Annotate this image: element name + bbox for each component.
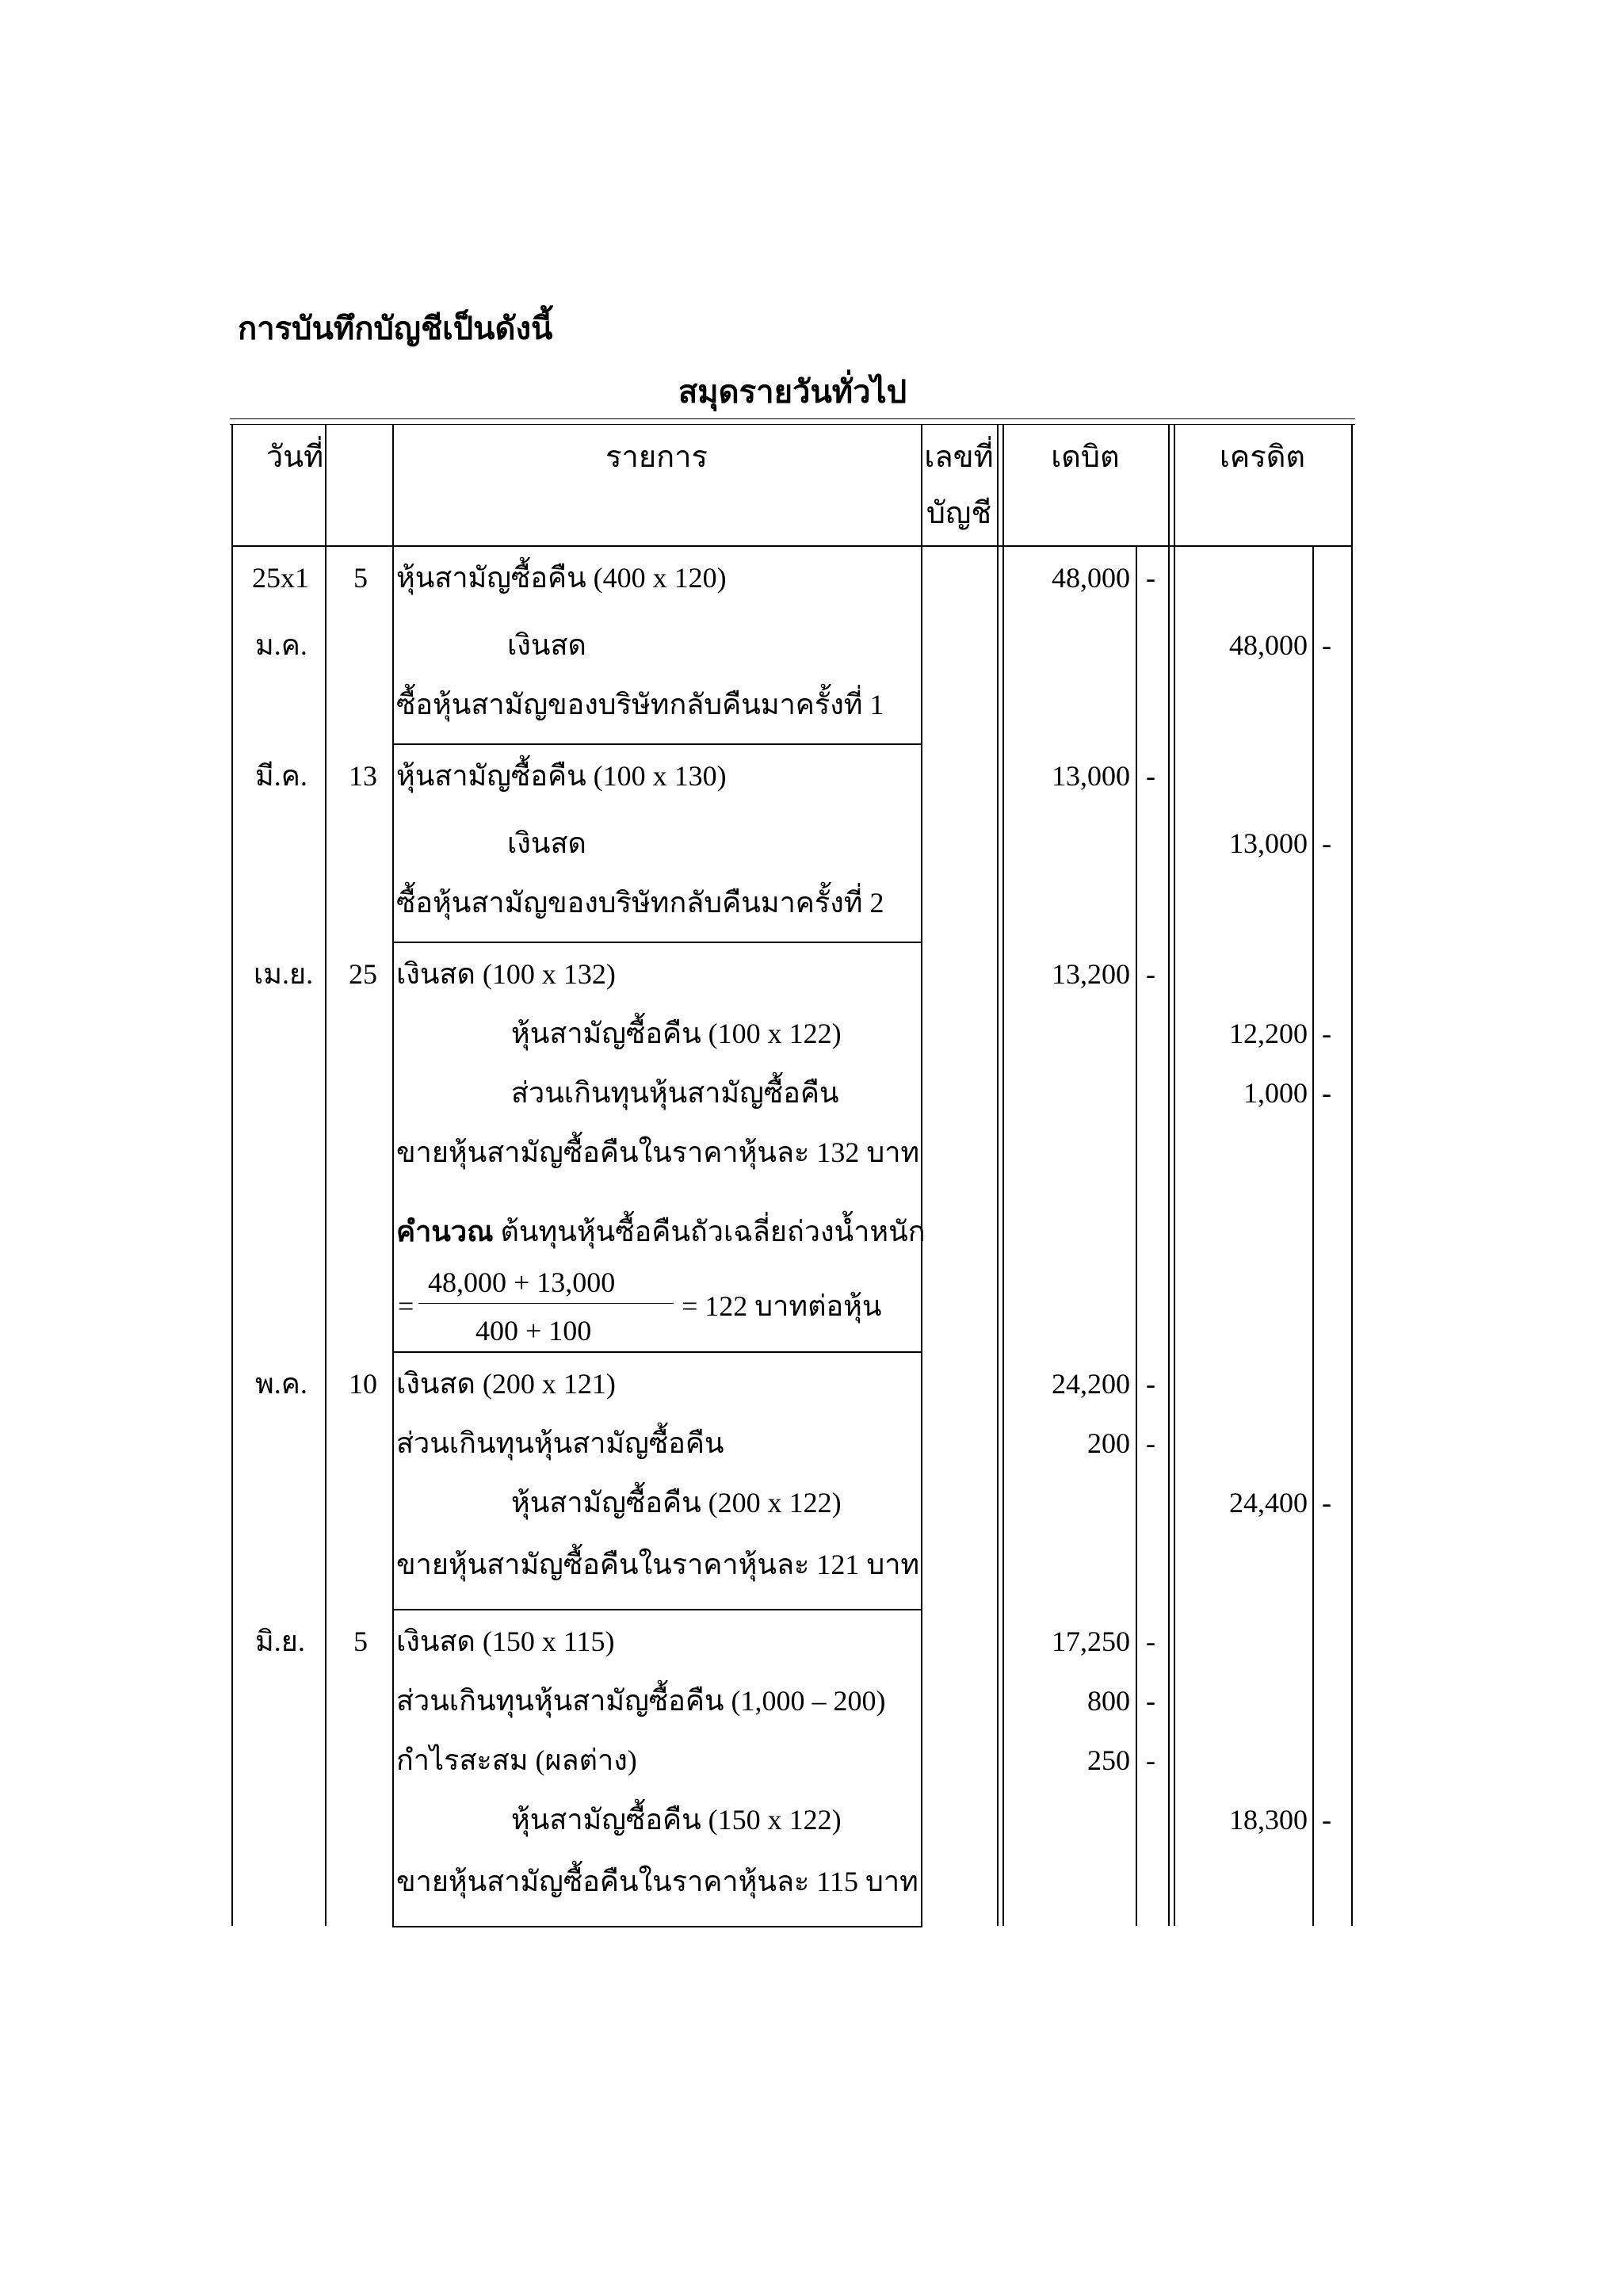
debit-account: หุ้นสามัญซื้อคืน (100 x 130) (396, 760, 727, 792)
credit-dash: - (1322, 1077, 1331, 1109)
calc-result: = 122 บาทต่อหุ้น (682, 1290, 882, 1322)
credit-amount: 13,000 (1229, 827, 1308, 859)
debit-cents (1136, 545, 1137, 1926)
header-debit: เดบิต (1051, 441, 1120, 474)
entry-day: 10 (349, 1368, 377, 1400)
debit-account: เงินสด (200 x 121) (396, 1368, 616, 1400)
debit-dash: - (1146, 1427, 1155, 1459)
ref-right (1002, 424, 1004, 1926)
entry-memo: ขายหุ้นสามัญซื้อคืนในราคาหุ้นละ 121 บาท (396, 1549, 920, 1580)
entry-memo: ซื้อหุ้นสามัญของบริษัทกลับคืนมาครั้งที่ 1 (396, 689, 884, 720)
desc-right (921, 424, 922, 1926)
header-rule (231, 545, 1353, 547)
debit-dash: - (1146, 1368, 1155, 1400)
calc-text: ต้นทุนหุ้นซื้อคืนถัวเฉลี่ยถ่วงน้ำหนัก (500, 1216, 926, 1247)
credit-account: หุ้นสามัญซื้อคืน (100 x 122) (511, 1018, 842, 1049)
entry-year: 25x1 (252, 562, 309, 594)
ref-right (997, 424, 999, 1926)
calc-numerator: 48,000 + 13,000 (428, 1266, 616, 1298)
debit-dash: - (1146, 1685, 1155, 1717)
debit-account: เงินสด (100 x 132) (396, 958, 616, 990)
top-rule (230, 424, 1355, 425)
debit-amount: 800 (1087, 1685, 1130, 1717)
debit-account: ส่วนเกินทุนหุ้นสามัญซื้อคืน (396, 1427, 724, 1459)
credit-account: เงินสด (507, 827, 586, 859)
debit-dash: - (1146, 562, 1155, 594)
credit-account: ส่วนเกินทุนหุ้นสามัญซื้อคืน (511, 1077, 839, 1109)
header-ref: บัญชี (926, 497, 992, 530)
debit-account: กำไรสะสม (ผลต่าง) (396, 1744, 637, 1776)
debit-dash: - (1146, 958, 1155, 990)
entry-day: 25 (349, 958, 377, 990)
date-divider (325, 424, 327, 1926)
entry-day: 5 (353, 1626, 368, 1657)
top-rule (230, 418, 1355, 419)
entry-divider (392, 1609, 922, 1610)
left-border (231, 424, 233, 1926)
debit-dash: - (1146, 1626, 1155, 1657)
entry-divider (392, 1926, 922, 1927)
desc-left (392, 424, 394, 1926)
entry-month: เม.ย. (254, 958, 314, 990)
debit-amount: 24,200 (1052, 1368, 1130, 1400)
entry-day: 13 (349, 760, 377, 792)
calc-equals: = (398, 1290, 414, 1322)
calc-note (396, 1213, 926, 1251)
entry-month: มิ.ย. (255, 1626, 305, 1657)
entry-divider (392, 942, 922, 943)
credit-dash: - (1322, 827, 1331, 859)
debit-dash: - (1146, 760, 1155, 792)
entry-memo: ขายหุ้นสามัญซื้อคืนในราคาหุ้นละ 115 บาท (396, 1866, 918, 1897)
entry-divider (392, 743, 922, 745)
credit-cents (1312, 545, 1314, 1926)
credit-amount: 12,200 (1229, 1018, 1308, 1049)
header-credit: เครดิต (1219, 441, 1306, 474)
credit-dash: - (1322, 629, 1331, 661)
entry-month: มี.ค. (255, 760, 307, 792)
debit-right (1168, 424, 1170, 1926)
credit-dash: - (1322, 1804, 1331, 1836)
credit-amount: 1,000 (1243, 1077, 1308, 1109)
debit-amount: 250 (1087, 1744, 1130, 1776)
credit-amount: 18,300 (1229, 1804, 1308, 1836)
credit-account: หุ้นสามัญซื้อคืน (200 x 122) (511, 1487, 842, 1519)
entry-divider (392, 1351, 922, 1353)
credit-amount: 48,000 (1229, 629, 1308, 661)
debit-amount: 200 (1087, 1427, 1130, 1459)
calc-denominator: 400 + 100 (475, 1315, 592, 1347)
credit-amount: 24,400 (1229, 1487, 1308, 1519)
calc-label: คำนวณ (396, 1216, 494, 1247)
credit-dash: - (1322, 1487, 1331, 1519)
header-date: วันที่ (265, 441, 324, 474)
journal-title: สมุดรายวันทั่วไป (678, 374, 907, 410)
header-ref: เลขที่ (924, 441, 994, 474)
entry-day: 5 (353, 562, 368, 594)
header-description: รายการ (605, 441, 708, 474)
entry-memo: ขายหุ้นสามัญซื้อคืนในราคาหุ้นละ 132 บาท (396, 1137, 920, 1168)
debit-amount: 17,250 (1052, 1626, 1130, 1657)
debit-amount: 13,000 (1052, 760, 1130, 792)
entry-month: พ.ค. (255, 1368, 307, 1400)
intro-heading: การบันทึกบัญชีเป็นดังนี้ (238, 311, 553, 346)
credit-dash: - (1322, 1018, 1331, 1049)
credit-account: หุ้นสามัญซื้อคืน (150 x 122) (511, 1804, 842, 1836)
debit-dash: - (1146, 1744, 1155, 1776)
debit-account: เงินสด (150 x 115) (396, 1626, 615, 1657)
fraction-bar (418, 1303, 674, 1304)
debit-account: ส่วนเกินทุนหุ้นสามัญซื้อคืน (1,000 – 200) (396, 1685, 886, 1717)
debit-account: หุ้นสามัญซื้อคืน (400 x 120) (396, 562, 727, 594)
debit-right (1174, 424, 1175, 1926)
entry-month: ม.ค. (255, 629, 307, 661)
credit-account: เงินสด (507, 629, 586, 661)
debit-amount: 13,200 (1052, 958, 1130, 990)
right-border (1351, 424, 1353, 1926)
debit-amount: 48,000 (1052, 562, 1130, 594)
entry-memo: ซื้อหุ้นสามัญของบริษัทกลับคืนมาครั้งที่ 2 (396, 887, 884, 919)
